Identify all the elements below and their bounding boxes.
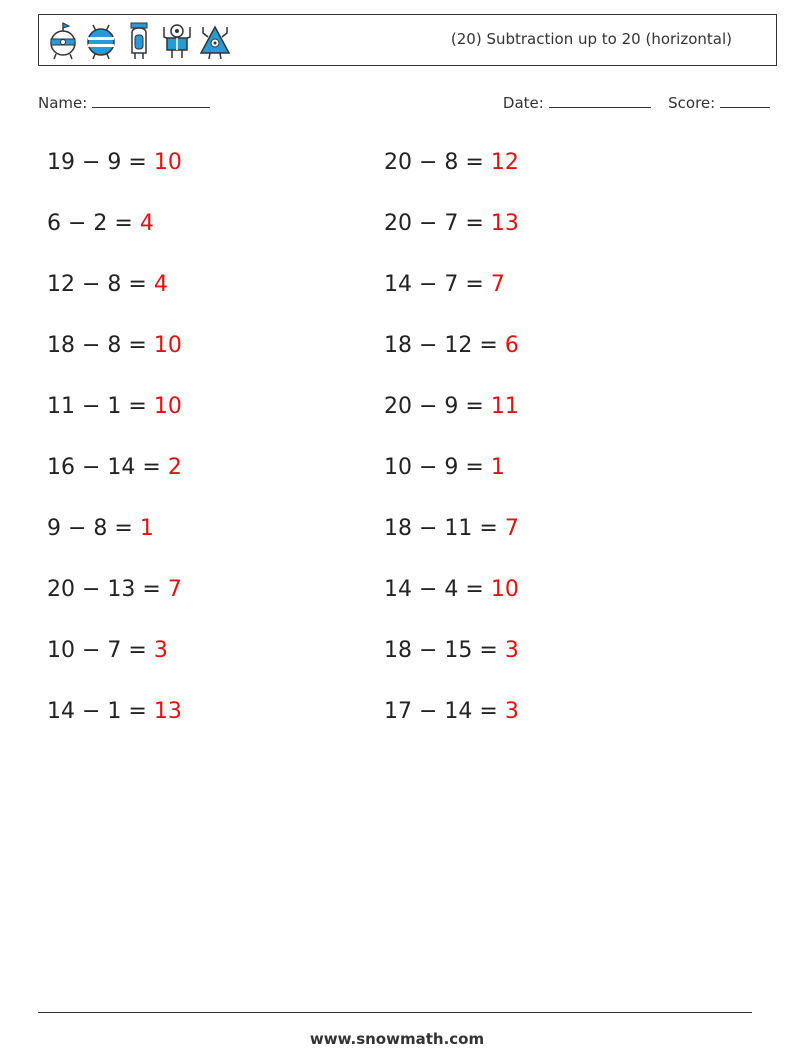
problem-item: 16 − 14 = 2 (47, 455, 182, 480)
subtrahend: 12 (444, 333, 473, 358)
minuend: 20 (384, 150, 412, 175)
minuend: 20 (384, 394, 412, 419)
problem-item: 12 − 8 = 4 (47, 272, 168, 297)
subtrahend: 14 (444, 699, 473, 724)
footer-url: www.snowmath.com (309, 1030, 485, 1048)
answer: 10 (153, 150, 182, 175)
subtrahend: 8 (107, 333, 122, 358)
subtrahend: 8 (444, 150, 459, 175)
problem-item: 18 − 12 = 6 (384, 333, 519, 358)
subtrahend: 4 (444, 577, 459, 602)
problem-item: 14 − 7 = 7 (384, 272, 505, 297)
answer: 7 (504, 516, 519, 541)
answer: 12 (490, 150, 519, 175)
answer: 3 (153, 638, 168, 663)
answer: 7 (167, 577, 182, 602)
answer: 10 (490, 577, 519, 602)
minuend: 10 (384, 455, 412, 480)
robot-capsule-icon (123, 21, 155, 61)
minuend: 17 (384, 699, 412, 724)
robot-striped-ball-icon (85, 21, 117, 61)
answer: 10 (153, 394, 182, 419)
subtrahend: 8 (93, 516, 108, 541)
minuend: 18 (47, 333, 75, 358)
problem-item: 20 − 8 = 12 (384, 150, 519, 175)
subtrahend: 1 (107, 699, 122, 724)
answer: 4 (153, 272, 168, 297)
problem-item: 14 − 4 = 10 (384, 577, 519, 602)
problem-item: 14 − 1 = 13 (47, 699, 182, 724)
minuend: 18 (384, 333, 412, 358)
problem-item: 10 − 9 = 1 (384, 455, 505, 480)
minuend: 20 (384, 211, 412, 236)
minuend: 14 (384, 272, 412, 297)
answer: 7 (490, 272, 505, 297)
problem-item: 10 − 7 = 3 (47, 638, 168, 663)
problem-item: 18 − 8 = 10 (47, 333, 182, 358)
worksheet-header (38, 14, 777, 66)
answer: 13 (153, 699, 182, 724)
minuend: 14 (47, 699, 75, 724)
subtrahend: 9 (107, 150, 122, 175)
subtrahend: 7 (444, 211, 459, 236)
date-blank-line[interactable] (549, 93, 651, 108)
score-blank-line[interactable] (720, 93, 770, 108)
problem-item: 20 − 13 = 7 (47, 577, 182, 602)
answer: 10 (153, 333, 182, 358)
problem-item: 20 − 7 = 13 (384, 211, 519, 236)
answer: 2 (167, 455, 182, 480)
minuend: 10 (47, 638, 75, 663)
subtrahend: 1 (107, 394, 122, 419)
minuend: 9 (47, 516, 61, 541)
worksheet-title: (20) Subtraction up to 20 (horizontal) (450, 30, 732, 48)
minuend: 19 (47, 150, 75, 175)
footer-divider (38, 1012, 752, 1013)
subtrahend: 7 (107, 638, 122, 663)
problem-item: 18 − 11 = 7 (384, 516, 519, 541)
minuend: 18 (384, 638, 412, 663)
problem-item: 11 − 1 = 10 (47, 394, 182, 419)
robot-box-arms-icon (161, 21, 193, 61)
subtrahend: 11 (444, 516, 473, 541)
answer: 6 (504, 333, 519, 358)
subtrahend: 9 (444, 394, 459, 419)
score-label: Score: (668, 94, 716, 112)
name-blank-line[interactable] (92, 93, 210, 108)
minuend: 12 (47, 272, 75, 297)
answer: 11 (490, 394, 519, 419)
problem-item: 19 − 9 = 10 (47, 150, 182, 175)
minuend: 14 (384, 577, 412, 602)
problem-item: 18 − 15 = 3 (384, 638, 519, 663)
subtrahend: 7 (444, 272, 459, 297)
problem-item: 6 − 2 = 4 (47, 211, 154, 236)
answer: 3 (504, 699, 519, 724)
minuend: 20 (47, 577, 75, 602)
minuend: 6 (47, 211, 61, 236)
name-label: Name: (38, 94, 88, 112)
minuend: 16 (47, 455, 75, 480)
minuend: 18 (384, 516, 412, 541)
problem-item: 20 − 9 = 11 (384, 394, 519, 419)
subtrahend: 14 (107, 455, 136, 480)
minuend: 11 (47, 394, 75, 419)
answer: 3 (504, 638, 519, 663)
date-label: Date: (502, 94, 544, 112)
robot-icons (47, 21, 231, 61)
problem-item: 9 − 8 = 1 (47, 516, 154, 541)
date-score-fields (503, 93, 770, 112)
subtrahend: 8 (107, 272, 122, 297)
answer: 4 (139, 211, 154, 236)
answer: 1 (490, 455, 505, 480)
answer: 1 (139, 516, 154, 541)
subtrahend: 2 (93, 211, 108, 236)
robot-round-icon (47, 21, 79, 61)
subtrahend: 15 (444, 638, 473, 663)
problem-item: 17 − 14 = 3 (384, 699, 519, 724)
subtrahend: 13 (107, 577, 136, 602)
robot-triangle-icon (199, 21, 231, 61)
name-field[interactable] (38, 93, 210, 112)
subtrahend: 9 (444, 455, 459, 480)
answer: 13 (490, 211, 519, 236)
